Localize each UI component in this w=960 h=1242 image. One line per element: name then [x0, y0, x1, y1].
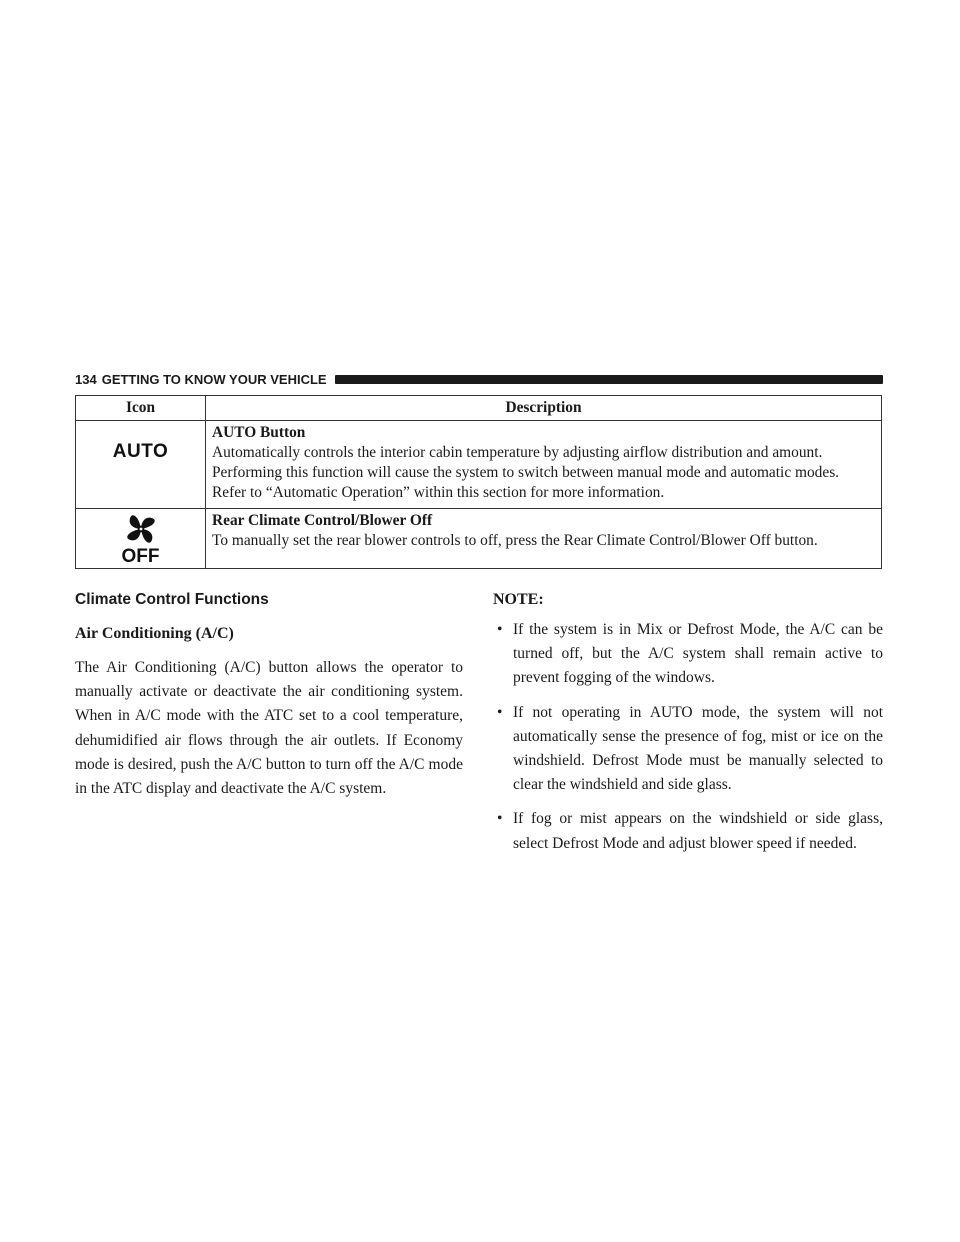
description-cell	[206, 421, 882, 509]
bullet: •	[497, 621, 503, 638]
icon-description-table	[75, 395, 882, 569]
description-cell	[206, 509, 882, 569]
body-paragraph: The Air Conditioning (A/C) button allows the operator to manually activate or deactivate the air conditioning system. When in A/C mode with the ATC set to a cool temperature, dehumidified air flows through the air outlets. If Economy mode is desired, push the A/C button to turn off the A/C mode in the ATC display and deactivate the A/C system.	[75, 659, 463, 798]
note-heading: NOTE:	[493, 591, 544, 608]
auto-text-icon: AUTO	[112, 441, 169, 462]
note-list	[493, 618, 883, 856]
table-header-row	[76, 396, 882, 421]
page-number: 134	[75, 371, 97, 387]
note-text: If not operating in AUTO mode, the system will not automatically sense the presence of fog, mist or ice on the windshield. Defrost Mode must be manually selected to clear the windshield and side glass.	[513, 703, 883, 794]
table-row	[76, 421, 882, 509]
note-text: If fog or mist appears on the windshield or side glass, select Defrost Mode and adjust blower speed if needed.	[513, 810, 883, 852]
icon-cell	[76, 421, 206, 509]
fan-icon	[124, 512, 158, 546]
bullet: •	[497, 703, 503, 721]
icon-cell	[76, 509, 206, 569]
fan-off-icon	[122, 512, 160, 567]
row-description: Automatically controls the interior cabin temperature by adjusting airflow distribution and amount. Performing this function will cause the system to switch between manual mode and automatic modes.	[212, 444, 840, 481]
bullet: •	[497, 810, 503, 828]
section-title: GETTING TO KNOW YOUR VEHICLE	[101, 371, 327, 387]
right-column	[493, 590, 883, 866]
off-label: OFF	[121, 546, 160, 567]
section-heading: Climate Control Functions	[75, 591, 269, 608]
page-header	[75, 369, 883, 389]
table-row	[76, 509, 882, 569]
row-title: AUTO Button	[212, 424, 306, 441]
column-header-icon: Icon	[76, 396, 206, 421]
list-item	[493, 701, 883, 798]
list-item	[493, 618, 883, 691]
note-text: If the system is in Mix or Defrost Mode, the A/C can be turned off, but the A/C system shall remain active to prevent fogging of the windows.	[513, 621, 883, 687]
row-description: Refer to “Automatic Operation” within this section for more information.	[212, 484, 665, 501]
header-rule	[335, 375, 883, 384]
column-header-description: Description	[206, 396, 882, 421]
sub-heading: Air Conditioning (A/C)	[75, 625, 234, 642]
left-column	[75, 590, 463, 801]
row-description: To manually set the rear blower controls to off, press the Rear Climate Control/Blower Off button.	[212, 532, 818, 549]
list-item	[493, 807, 883, 855]
row-title: Rear Climate Control/Blower Off	[212, 512, 433, 529]
